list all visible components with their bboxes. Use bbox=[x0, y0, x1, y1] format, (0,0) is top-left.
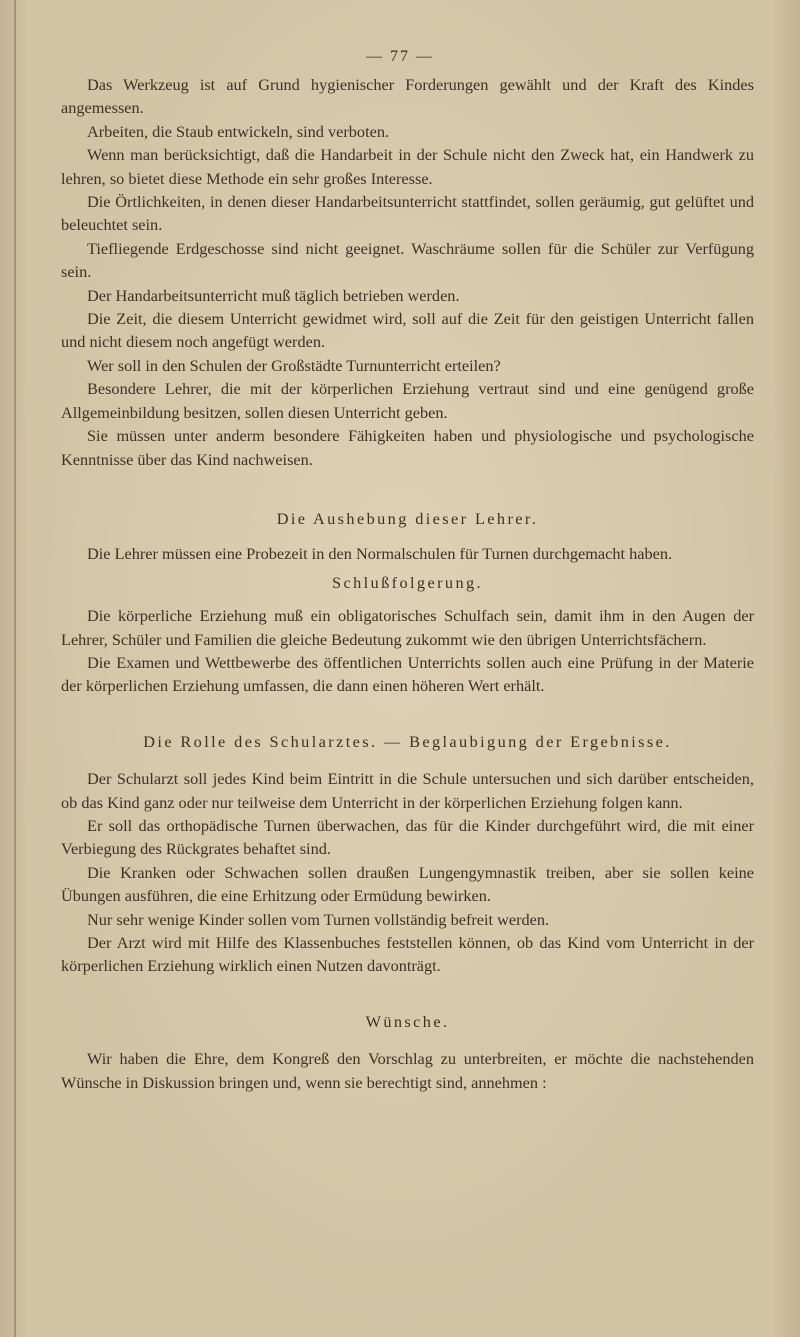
paragraph: Wer soll in den Schulen der Großstädte Turnunterricht erteilen? bbox=[87, 355, 501, 375]
paragraph: Die Kranken oder Schwachen sollen draußen Lungengymnastik treiben, aber sie sollen keine Übungen ausführen, die eine Erhitzung oder Ermüdung bewirken. bbox=[61, 862, 754, 906]
page-edge-line bbox=[14, 0, 16, 1337]
section-heading-aushebung: Die Aushebung dieser Lehrer. bbox=[276, 508, 539, 528]
paragraph: Der Schularzt soll jedes Kind beim Eintritt in die Schule untersuchen und sich darüber entscheiden, ob das Kind ganz oder nur teilweise dem Unterricht in der körperlichen Erziehung folgen kann. bbox=[61, 769, 754, 812]
section-heading-schularzt: Die Rolle des Schularztes. — Beglaubigung der Ergebnisse. bbox=[143, 731, 672, 751]
section-heading-wuensche: Wünsche. bbox=[365, 1011, 450, 1031]
paragraph: Arbeiten, die Staub entwickeln, sind verboten. bbox=[87, 121, 390, 141]
page-number: — 77 — bbox=[366, 48, 434, 65]
paragraph: Wir haben die Ehre, dem Kongreß den Vorschlag zu unterbreiten, er möchte die nachstehenden Wünsche in Diskussion bringen und, wenn sie berechtigt sind, annehmen : bbox=[61, 1049, 754, 1092]
paragraph: Die Zeit, die diesem Unterricht gewidmet wird, soll auf die Zeit für den geistigen Unterricht fallen und nicht diesem noch angefügt werden. bbox=[61, 309, 754, 352]
paragraph: Der Arzt wird mit Hilfe des Klassenbuches feststellen können, ob das Kind vom Unterricht in der körperlichen Erziehung wirklich einen Nutzen davonträgt. bbox=[61, 933, 754, 976]
section-heading-schlussfolgerung: Schlußfolgerung. bbox=[332, 572, 483, 592]
paragraph: Tiefliegende Erdgeschosse sind nicht geeignet. Waschräume sollen für die Schüler zur Verfügung sein. bbox=[61, 238, 754, 282]
paragraph: Besondere Lehrer, die mit der körperlichen Erziehung vertraut sind und eine genügend große Allgemeinbildung besitzen, sollen diesen Unterricht geben. bbox=[61, 379, 754, 422]
paragraph: Nur sehr wenige Kinder sollen vom Turnen vollständig befreit werden. bbox=[87, 909, 550, 929]
paragraph: Er soll das orthopädische Turnen überwachen, das für die Kinder durchgeführt wird, die mit einer Verbiegung des Rückgrates behaftet sind. bbox=[61, 815, 754, 859]
paragraph: Der Handarbeitsunterricht muß täglich betrieben werden. bbox=[87, 285, 460, 305]
paragraph: Wenn man berücksichtigt, daß die Handarbeit in der Schule nicht den Zweck hat, ein Handwerk zu lehren, so bietet diese Methode ein sehr großes Interesse. bbox=[61, 145, 754, 188]
paragraph: Die Lehrer müssen eine Probezeit in den Normalschulen für Turnen durchgemacht haben. bbox=[87, 544, 673, 564]
paragraph: Sie müssen unter anderm besondere Fähigkeiten haben und physiologische und psychologische Kenntnisse über das Kind nachweisen. bbox=[61, 426, 754, 469]
paragraph: Das Werkzeug ist auf Grund hygienischer Forderungen gewählt und der Kraft des Kindes angemessen. bbox=[61, 75, 754, 118]
paragraph: Die Örtlichkeiten, in denen dieser Handarbeitsunterricht stattfindet, sollen geräumig, gut gelüftet und beleuchtet sein. bbox=[61, 192, 754, 235]
page-body bbox=[61, 58, 754, 1094]
paragraph: Die körperliche Erziehung muß ein obligatorisches Schulfach sein, damit ihm in den Augen der Lehrer, Schüler und Familien die gleiche Bedeutung zukommt wie den übrigen Unterrichtsfächern. bbox=[61, 606, 754, 649]
paragraph: Die Examen und Wettbewerbe des öffentlichen Unterrichts sollen auch eine Prüfung in der Materie der körperlichen Erziehung umfassen, die dann einen höheren Wert erhält. bbox=[61, 652, 754, 696]
